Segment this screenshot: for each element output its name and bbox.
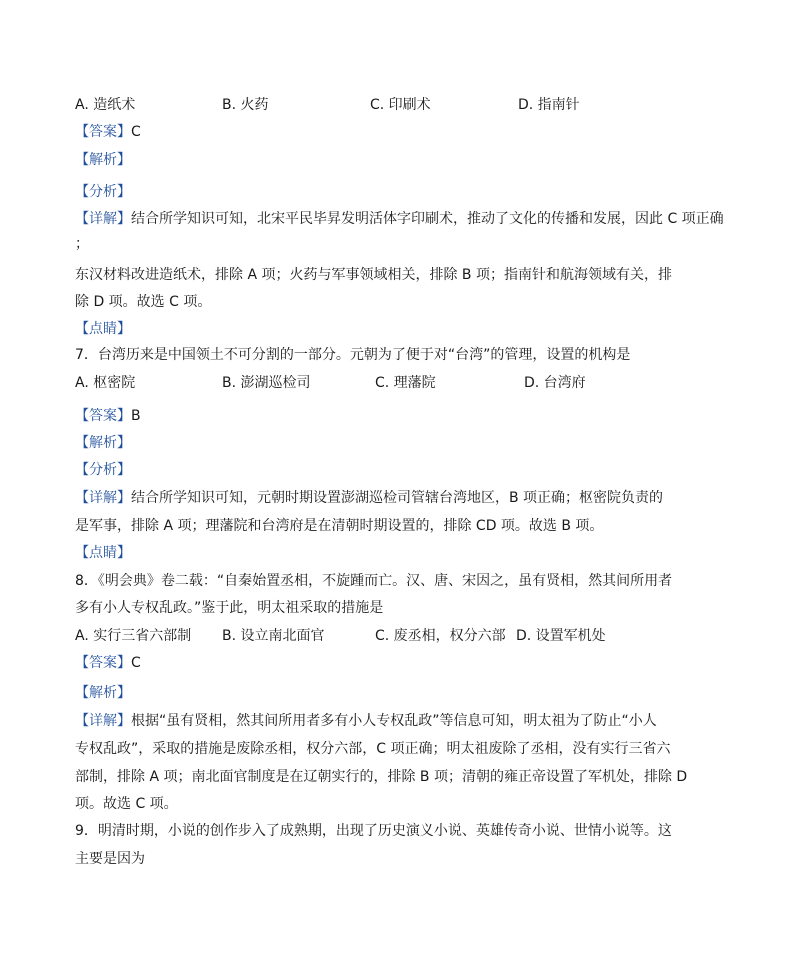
answer-value: C — [131, 655, 141, 671]
q6-detail-line1 — [75, 209, 724, 229]
q6-detail-line3: 除 D 项。故选 C 项。 — [75, 294, 212, 310]
q6-option-c: C. 印刷术 — [370, 97, 431, 113]
answer-value: B — [131, 408, 141, 424]
q8-detail-line1 — [75, 711, 657, 731]
comment-tag: 【点睛】 — [75, 321, 131, 337]
q7-option-c: C. 理藩院 — [375, 375, 436, 391]
q8-option-d: D. 设置军机处 — [516, 628, 606, 644]
q7-comment-tag — [75, 543, 131, 563]
q7-fenxi-tag — [75, 460, 131, 480]
detail-tag: 【详解】 — [75, 490, 131, 506]
q7-detail-line2: 是军事，排除 A 项；理藩院和台湾府是在清朝时期设置的，排除 CD 项。故选 B 项。 — [75, 518, 604, 534]
answer-tag: 【答案】 — [75, 655, 131, 671]
q6-comment-tag — [75, 319, 131, 339]
analysis-tag: 【解析】 — [75, 435, 131, 451]
q7-stem: 7．台湾历来是中国领土不可分割的一部分。元朝为了便于对“台湾”的管理，设置的机构是 — [75, 347, 631, 363]
q6-detail-line1b: ； — [75, 236, 89, 252]
q8-option-b: B. 设立南北面官 — [222, 628, 325, 644]
q9-stem-line1: 9．明清时期，小说的创作步入了成熟期，出现了历史演义小说、英雄传奇小说、世情小说等。这 — [75, 823, 672, 839]
q8-detail-line4: 项。故选 C 项。 — [75, 796, 178, 812]
q6-option-a: A. 造纸术 — [75, 97, 136, 113]
q7-option-a: A. 枢密院 — [75, 375, 136, 391]
q7-option-b: B. 澎湖巡检司 — [222, 375, 311, 391]
analysis-tag: 【解析】 — [75, 685, 131, 701]
q8-analysis-tag — [75, 683, 131, 703]
q6-answer — [75, 122, 141, 142]
q7-analysis-tag — [75, 433, 131, 453]
fenxi-tag: 【分析】 — [75, 184, 131, 200]
comment-tag: 【点睛】 — [75, 545, 131, 561]
q6-detail-line2: 东汉材料改进造纸术，排除 A 项；火药与军事领域相关，排除 B 项；指南针和航海领域有关，排 — [75, 267, 672, 283]
q8-detail-line3: 部制，排除 A 项；南北面官制度是在辽朝实行的，排除 B 项；清朝的雍正帝设置了军机处，排除 D — [75, 769, 688, 785]
q6-option-b: B. 火药 — [222, 97, 269, 113]
fenxi-tag: 【分析】 — [75, 462, 131, 478]
detail-text: 根据“虽有贤相，然其间所用者多有小人专权乱政”等信息可知，明太祖为了防止“小人 — [131, 713, 657, 729]
q7-answer — [75, 406, 141, 426]
q8-stem-line2: 多有小人专权乱政。”鉴于此，明太祖采取的措施是 — [75, 600, 384, 616]
q6-option-d: D. 指南针 — [518, 97, 580, 113]
answer-value: C — [131, 124, 141, 140]
q6-analysis-tag — [75, 150, 131, 170]
q8-option-c: C. 废丞相，权分六部 — [375, 628, 506, 644]
detail-text: 结合所学知识可知，北宋平民毕昇发明活体字印刷术，推动了文化的传播和发展，因此 C 项正确 — [131, 211, 724, 227]
q8-option-a: A. 实行三省六部制 — [75, 628, 192, 644]
q7-option-d: D. 台湾府 — [524, 375, 586, 391]
q8-answer — [75, 653, 141, 673]
q8-detail-line2: 专权乱政”，采取的措施是废除丞相，权分六部，C 项正确；明太祖废除了丞相，没有实行三省六 — [75, 741, 671, 757]
q9-stem-line2: 主要是因为 — [75, 851, 145, 867]
q6-fenxi-tag — [75, 182, 131, 202]
detail-tag: 【详解】 — [75, 211, 131, 227]
q8-stem-line1: 8．《明会典》卷二载：“自秦始置丞相，不旋踵而亡。汉、唐、宋因之，虽有贤相，然其间所用者 — [75, 573, 673, 589]
detail-tag: 【详解】 — [75, 713, 131, 729]
detail-text: 结合所学知识可知，元朝时期设置澎湖巡检司管辖台湾地区，B 项正确；枢密院负责的 — [131, 490, 664, 506]
answer-tag: 【答案】 — [75, 124, 131, 140]
answer-tag: 【答案】 — [75, 408, 131, 424]
analysis-tag: 【解析】 — [75, 152, 131, 168]
q7-detail-line1 — [75, 488, 663, 508]
